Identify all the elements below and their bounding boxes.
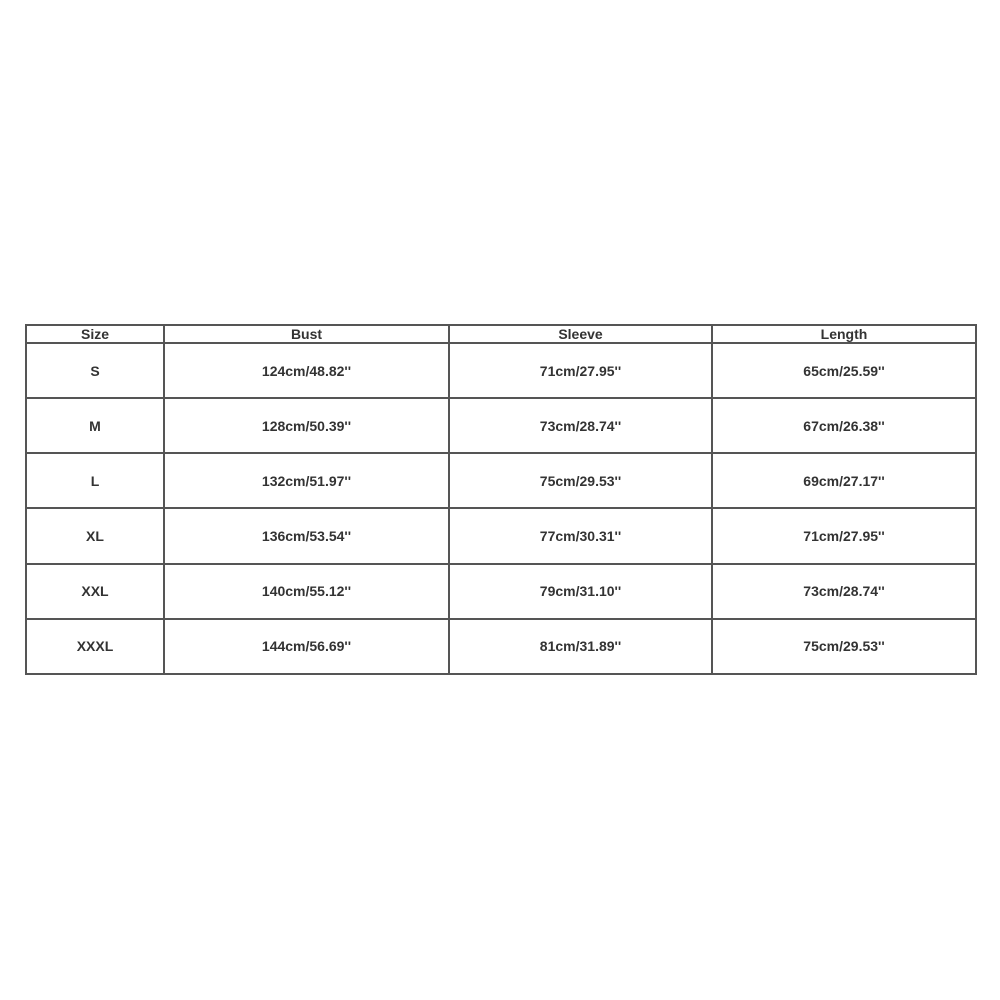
table-row <box>26 564 976 619</box>
bust-cell: 144cm/56.69'' <box>164 619 449 674</box>
bust-cell: 136cm/53.54'' <box>164 508 449 563</box>
table-row <box>26 619 976 674</box>
sleeve-cell: 79cm/31.10'' <box>449 564 712 619</box>
size-cell: XXL <box>26 564 164 619</box>
sleeve-cell: 73cm/28.74'' <box>449 398 712 453</box>
table-header-row <box>26 325 976 343</box>
length-cell: 71cm/27.95'' <box>712 508 976 563</box>
bust-cell: 128cm/50.39'' <box>164 398 449 453</box>
size-cell: L <box>26 453 164 508</box>
table-row <box>26 508 976 563</box>
header-length: Length <box>712 325 976 343</box>
size-cell: XXXL <box>26 619 164 674</box>
size-cell: XL <box>26 508 164 563</box>
sleeve-cell: 71cm/27.95'' <box>449 343 712 398</box>
bust-cell: 124cm/48.82'' <box>164 343 449 398</box>
sleeve-cell: 77cm/30.31'' <box>449 508 712 563</box>
sleeve-cell: 81cm/31.89'' <box>449 619 712 674</box>
length-cell: 75cm/29.53'' <box>712 619 976 674</box>
bust-cell: 140cm/55.12'' <box>164 564 449 619</box>
table-row <box>26 453 976 508</box>
size-chart-table <box>25 324 977 675</box>
length-cell: 65cm/25.59'' <box>712 343 976 398</box>
size-cell: S <box>26 343 164 398</box>
sleeve-cell: 75cm/29.53'' <box>449 453 712 508</box>
size-cell: M <box>26 398 164 453</box>
length-cell: 69cm/27.17'' <box>712 453 976 508</box>
table-row <box>26 343 976 398</box>
table-row <box>26 398 976 453</box>
length-cell: 73cm/28.74'' <box>712 564 976 619</box>
length-cell: 67cm/26.38'' <box>712 398 976 453</box>
header-size: Size <box>26 325 164 343</box>
header-bust: Bust <box>164 325 449 343</box>
header-sleeve: Sleeve <box>449 325 712 343</box>
bust-cell: 132cm/51.97'' <box>164 453 449 508</box>
